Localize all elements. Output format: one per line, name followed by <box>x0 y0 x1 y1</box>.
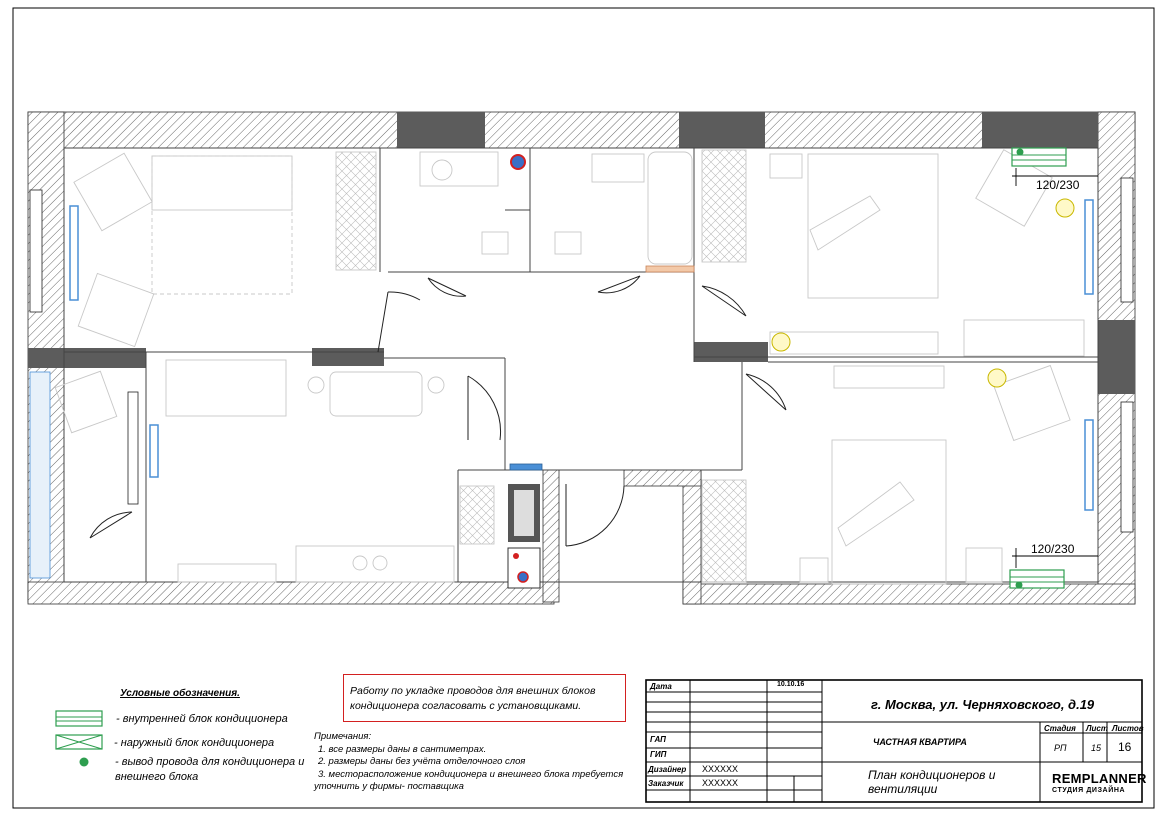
legend-title: Условные обозначения. <box>120 688 240 699</box>
legend-symbols <box>56 711 102 767</box>
stamp-title-line2: вентиляции <box>868 782 938 796</box>
exterior-walls <box>28 112 1135 604</box>
stamp-object: ЧАСТНАЯ КВАРТИРА <box>873 737 967 747</box>
stamp-designer-value: XXXXXX <box>702 764 739 774</box>
stamp-gip-label: ГИП <box>650 750 667 759</box>
stamp-stage-value: РП <box>1054 743 1067 753</box>
installer-warning-line1: Работу по укладке проводов для внешних блоков <box>350 685 596 697</box>
stamp-sheets-label: Листов <box>1112 724 1144 733</box>
notes-title: Примечания: <box>314 731 372 742</box>
dimension-label-top: 120/230 <box>1036 178 1080 192</box>
logo-main: REMPLANNER <box>1052 771 1147 786</box>
note-3-line1: 3. месторасположение кондиционера и внешнего блока требуется <box>318 768 624 780</box>
stamp-date-label: Дата <box>650 682 672 691</box>
stamp-stage-label: Стадия <box>1044 724 1076 733</box>
remplanner-logo <box>1052 772 1147 794</box>
stamp-client-label: Заказчик <box>648 779 684 788</box>
notes-block <box>314 731 623 794</box>
furniture <box>55 150 1084 584</box>
note-1: 1. все размеры даны в сантиметрах. <box>318 743 487 755</box>
note-3-line2: уточнить у фирмы- поставщика <box>314 781 464 792</box>
ac-indoor-unit-bottom <box>1010 570 1064 589</box>
stamp-address: г. Москва, ул. Черняховского, д.19 <box>871 697 1095 712</box>
note-2: 2. размеры даны без учёта отделочного слоя <box>318 756 526 767</box>
stamp-sheet-label: Лист <box>1086 724 1108 733</box>
stamp-sheets-value: 16 <box>1118 740 1132 754</box>
legend-outdoor-unit: - наружный блок кондиционера <box>114 737 275 749</box>
boiler-valve-blue <box>518 572 528 582</box>
boiler-valve-red <box>513 553 519 559</box>
doors <box>90 276 786 546</box>
stamp-sheet-value: 15 <box>1091 743 1102 753</box>
windows <box>30 178 1133 578</box>
stamp-gap-label: ГАП <box>650 735 666 744</box>
installer-warning-line2: кондиционера согласовать с установщиками. <box>350 700 582 712</box>
logo-sub: СТУДИЯ ДИЗАЙНА <box>1052 787 1126 794</box>
riser-valve <box>511 155 525 169</box>
floor-plan <box>28 112 1135 604</box>
installer-warning-box <box>343 674 626 722</box>
stamp-designer-label: Дизайнер <box>648 765 687 774</box>
stamp-title-line1: План кондиционеров и <box>868 768 996 782</box>
ac-indoor-unit-top <box>1012 148 1066 166</box>
interior-lines <box>64 148 1098 582</box>
dimension-label-bottom: 120/230 <box>1031 542 1075 556</box>
shaft-1-inner <box>514 490 534 536</box>
stamp-date-value: 10.10.16 <box>777 681 805 688</box>
legend-indoor-unit: - внутренней блок кондиционера <box>116 713 288 725</box>
legend-wire-outlet-line2: внешнего блока <box>115 771 199 783</box>
stamp-client-value: XXXXXX <box>702 778 739 788</box>
lamps <box>772 199 1074 387</box>
legend-wire-outlet-line1: - вывод провода для кондиционера и <box>115 756 305 768</box>
